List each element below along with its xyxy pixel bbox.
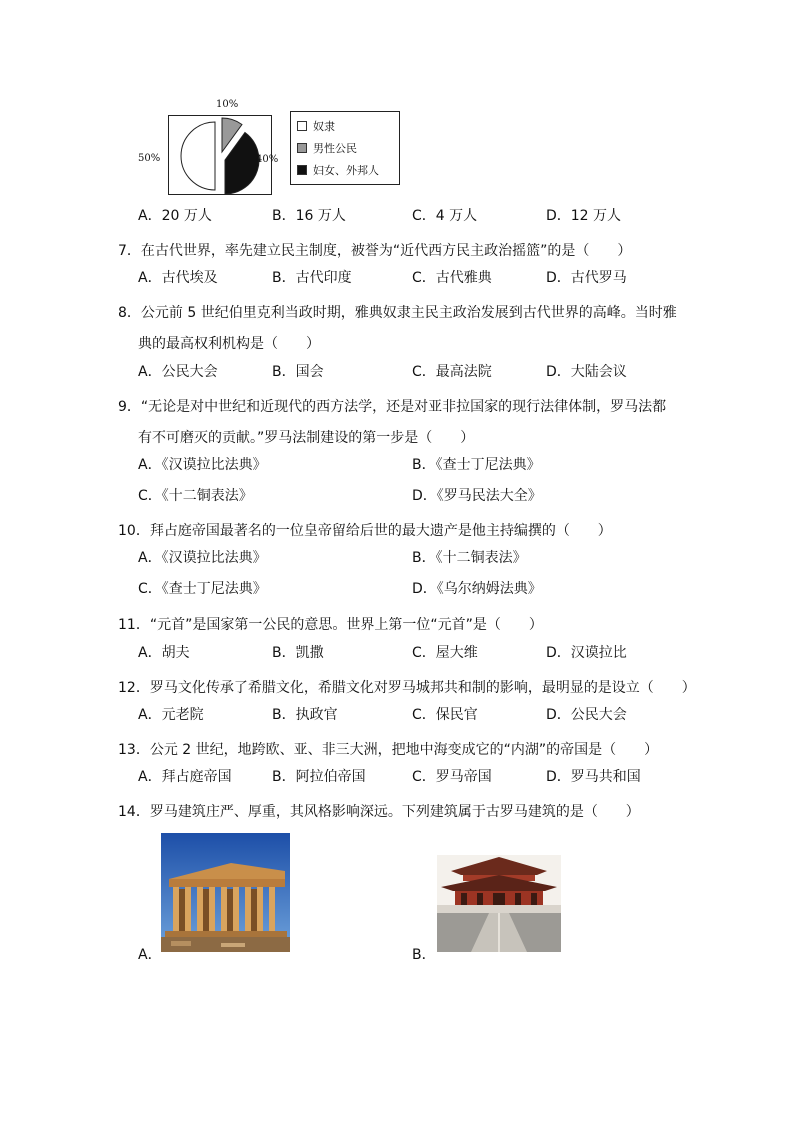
slice-label-male-citizens: 10% [216,99,239,110]
q8-option-a[interactable]: A．公民大会 [138,364,218,380]
q10-option-d[interactable]: D．《乌尔纳姆法典》 [412,581,542,597]
q13-option-d[interactable]: D．罗马共和国 [546,769,641,785]
legend-item-women-foreigners [297,162,379,178]
q13-option-c[interactable]: C．罗马帝国 [412,769,492,785]
q8-option-c[interactable]: C．最高法院 [412,364,492,380]
option-b-building-photo[interactable] [437,855,561,952]
q6-option-c[interactable]: C．4 万人 [412,208,478,224]
question-10-text: 10．拜占庭帝国最著名的一位皇帝留给后世的最大遗产是他主持编撰的（ ） [118,523,612,539]
q7-option-b[interactable]: B．古代印度 [272,270,352,286]
q9-option-a[interactable]: A．《汉谟拉比法典》 [138,457,267,473]
q12-option-a[interactable]: A．元老院 [138,707,204,723]
legend-item-male-citizens [297,140,357,156]
question-8-text-cont: 典的最高权利机构是（ ） [138,336,320,352]
question-12-text: 12．罗马文化传承了希腊文化，希腊文化对罗马城邦共和制的影响，最明显的是设立（ ） [118,680,696,696]
q14-option-a[interactable]: A． [138,947,162,963]
legend-label: 妇女、外邦人 [313,164,379,177]
q14-option-b[interactable]: B． [412,947,436,963]
q7-option-a[interactable]: A．古代埃及 [138,270,218,286]
q12-option-d[interactable]: D．公民大会 [546,707,627,723]
pie-slice-slaves [181,122,215,190]
question-9-text-cont: 有不可磨灭的贡献。”罗马法制建设的第一步是（ ） [138,430,475,446]
q11-option-a[interactable]: A．胡夫 [138,645,190,661]
q6-option-a[interactable]: A．20 万人 [138,208,212,224]
legend-swatch [297,143,307,153]
q12-option-c[interactable]: C．保民官 [412,707,478,723]
chinese-palace-image [437,855,561,952]
q10-option-c[interactable]: C．《查士丁尼法典》 [138,581,267,597]
legend-swatch [297,121,307,131]
q7-option-d[interactable]: D．古代罗马 [546,270,627,286]
question-14-text: 14．罗马建筑庄严、厚重，其风格影响深远。下列建筑属于古罗马建筑的是（ ） [118,804,640,820]
slice-label-slaves: 50% [138,153,161,164]
q11-option-d[interactable]: D．汉谟拉比 [546,645,627,661]
q11-option-b[interactable]: B．凯撒 [272,645,324,661]
q8-option-d[interactable]: D．大陆会议 [546,364,627,380]
question-9-text: 9．“无论是对中世纪和近现代的西方法学，还是对亚非拉国家的现行法律体制，罗马法都 [118,399,667,415]
legend-label: 奴隶 [313,120,335,133]
q8-option-b[interactable]: B．国会 [272,364,324,380]
q7-option-c[interactable]: C．古代雅典 [412,270,492,286]
chart-legend [290,111,400,185]
question-7-text: 7．在古代世界，率先建立民主制度，被誉为“近代西方民主政治摇篮”的是（ ） [118,243,632,259]
legend-swatch [297,165,307,175]
question-8-text: 8．公元前 5 世纪伯里克利当政时期，雅典奴隶主民主政治发展到古代世界的高峰。当时雅 [118,305,677,321]
q10-option-b[interactable]: B．《十二铜表法》 [412,550,527,566]
legend-label: 男性公民 [313,142,357,155]
q6-option-b[interactable]: B．16 万人 [272,208,346,224]
pie-chart-figure [138,97,400,195]
pie-slice-women-foreigners [225,132,259,194]
q9-option-d[interactable]: D．《罗马民法大全》 [412,488,542,504]
q6-option-d[interactable]: D．12 万人 [546,208,622,224]
q13-option-b[interactable]: B．阿拉伯帝国 [272,769,366,785]
option-a-building-photo[interactable] [161,833,290,952]
q11-option-c[interactable]: C．屋大维 [412,645,478,661]
q9-option-c[interactable]: C．《十二铜表法》 [138,488,253,504]
greek-temple-image [161,833,290,952]
question-11-text: 11．“元首”是国家第一公民的意思。世界上第一位“元首”是（ ） [118,617,543,633]
q12-option-b[interactable]: B．执政官 [272,707,338,723]
slice-label-women-foreigners: 40% [256,154,279,165]
legend-item-slaves [297,118,335,134]
q13-option-a[interactable]: A．拜占庭帝国 [138,769,232,785]
q10-option-a[interactable]: A．《汉谟拉比法典》 [138,550,267,566]
question-13-text: 13．公元 2 世纪，地跨欧、亚、非三大洲，把地中海变成它的“内湖”的帝国是（ ） [118,742,659,758]
q9-option-b[interactable]: B．《查士丁尼法典》 [412,457,541,473]
